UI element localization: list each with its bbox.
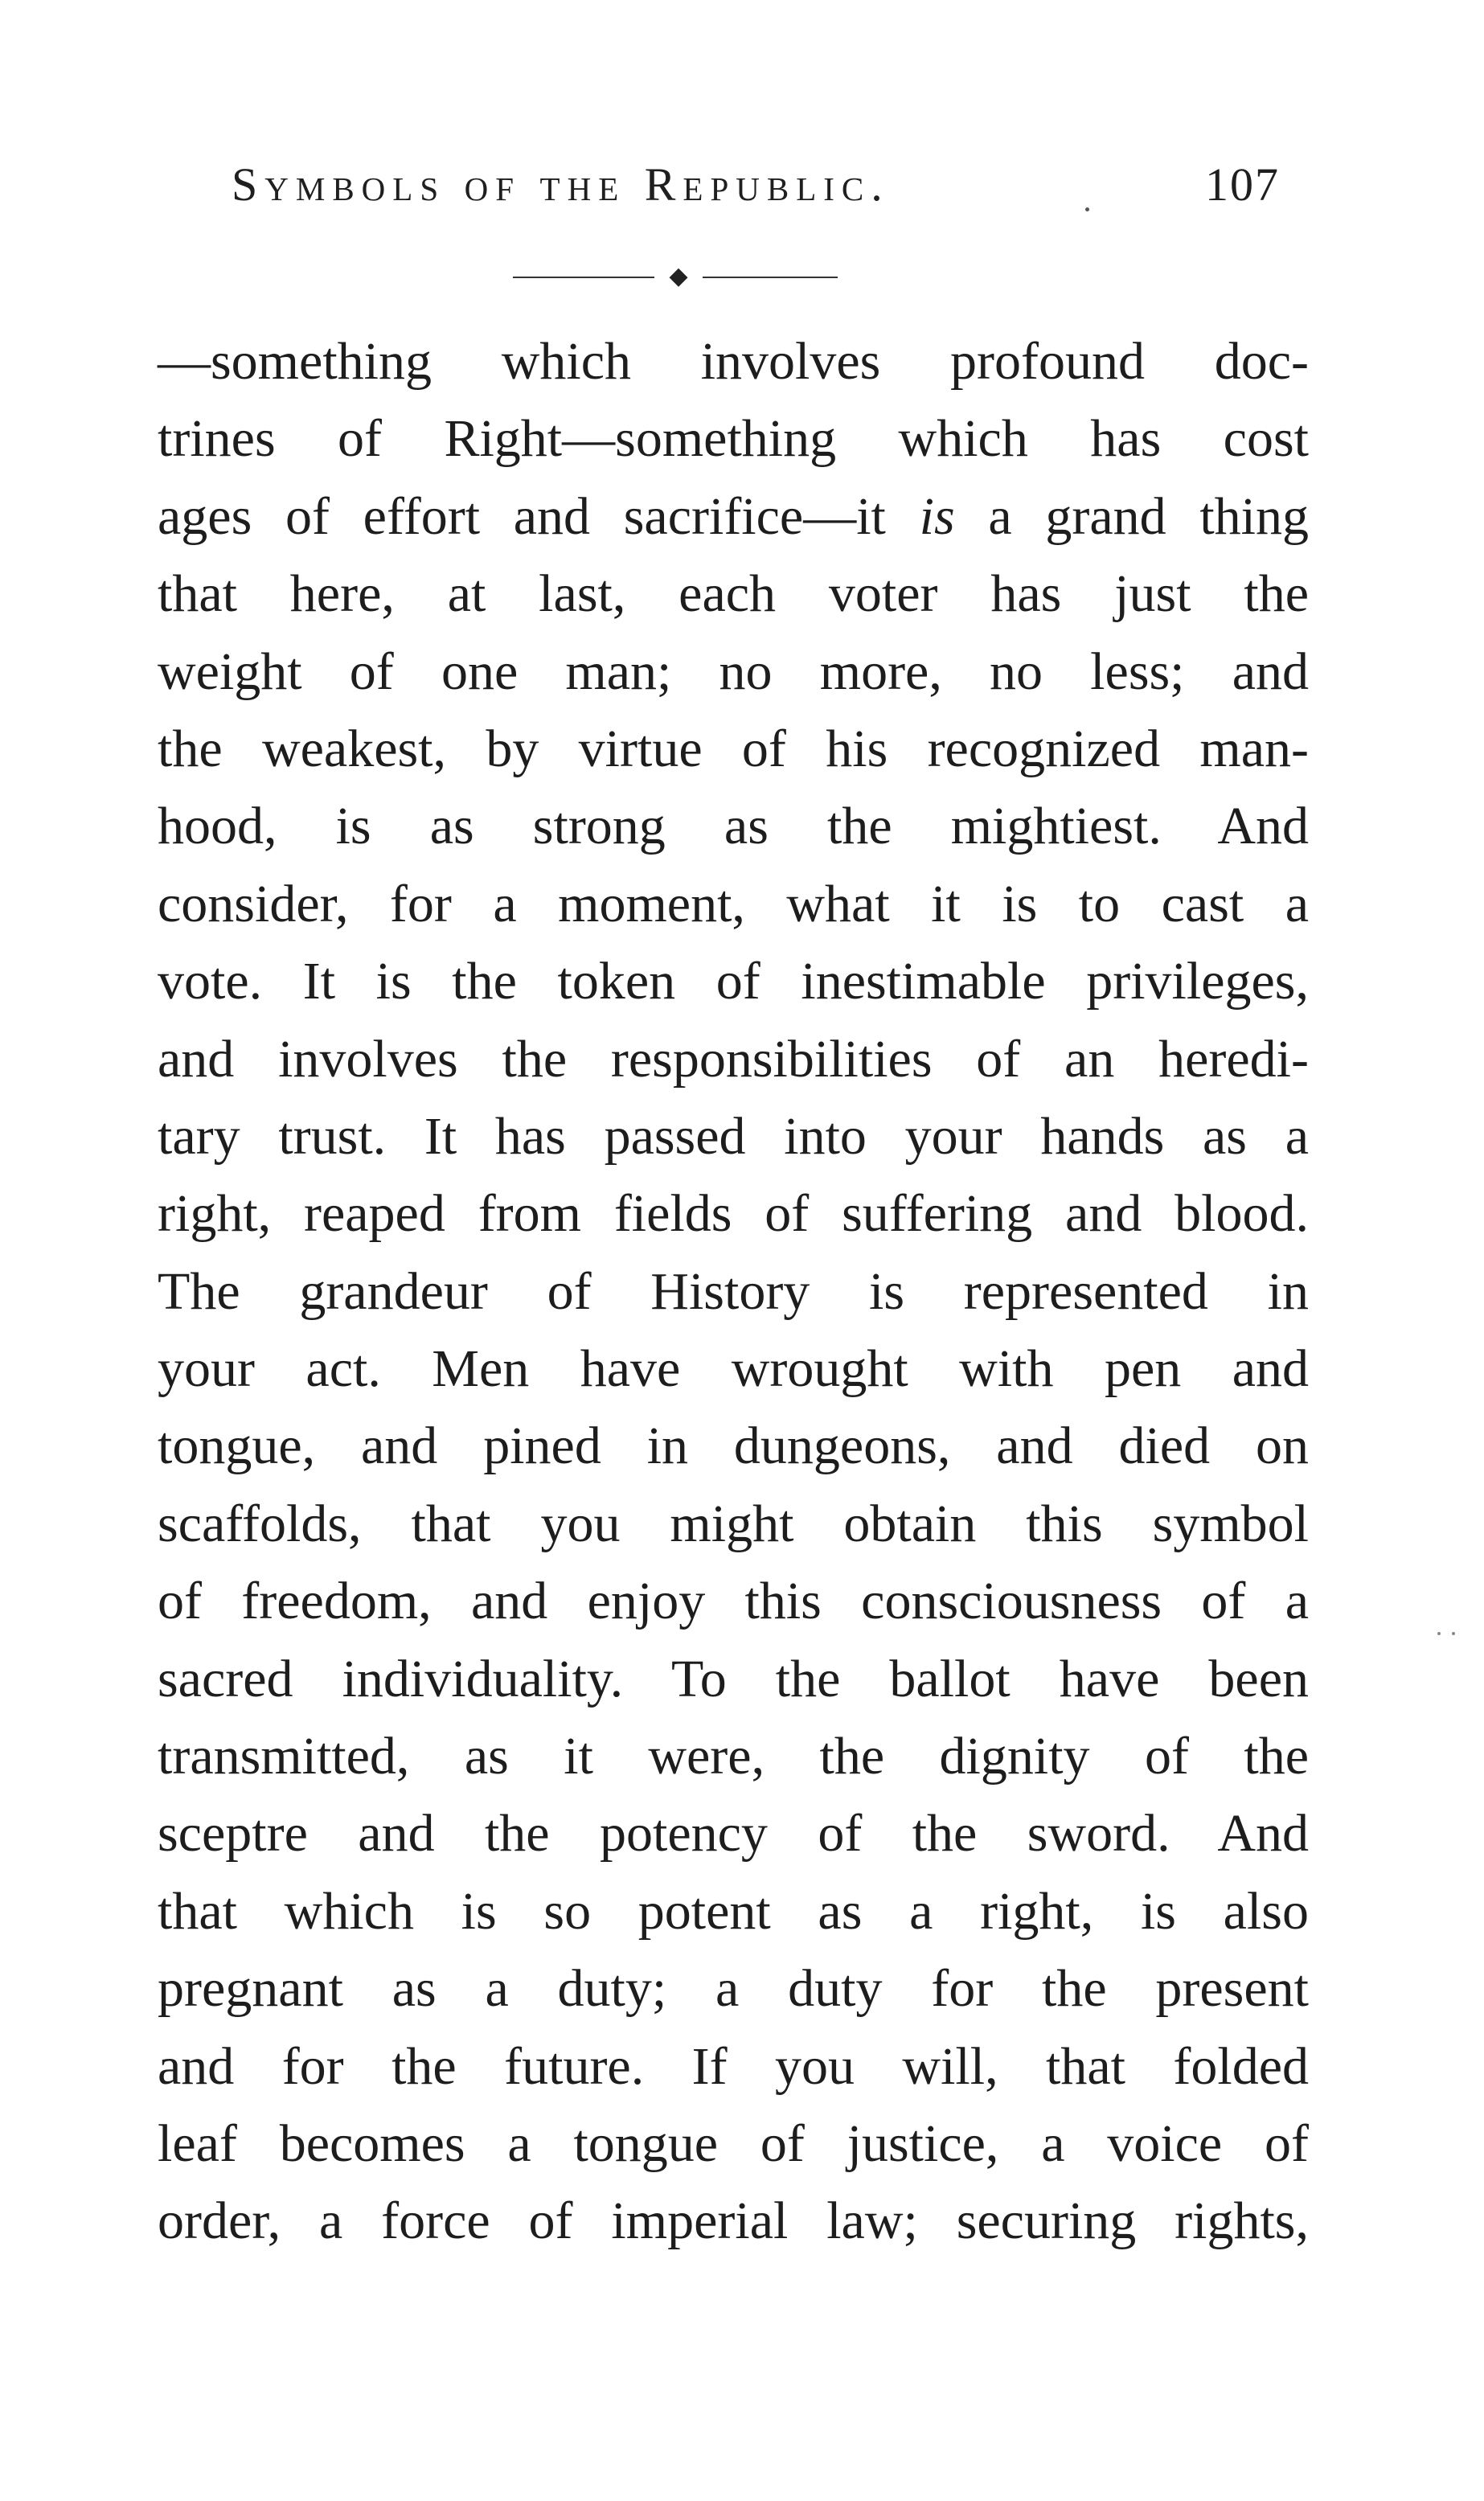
text-line: hood, is as strong as the mightiest. And	[158, 797, 1309, 856]
ink-speck	[1452, 1632, 1455, 1635]
text-line: sacred individuality. To the ballot have been	[158, 1649, 1309, 1708]
text-line: consider, for a moment, what it is to cast a	[158, 874, 1309, 933]
running-title: Symbols of the Republic.	[232, 158, 890, 211]
text-line: that which is so potent as a right, is also	[158, 1881, 1309, 1941]
text-line: trines of Right—something which has cost	[158, 409, 1309, 469]
text-line: order, a force of imperial law; securing rights,	[158, 2191, 1309, 2251]
ink-speck	[1437, 1632, 1441, 1635]
text-line: leaf becomes a tongue of justice, a voice of	[158, 2114, 1309, 2173]
text-line: vote. It is the token of inestimable privileges,	[158, 952, 1309, 1011]
running-head	[232, 158, 1280, 222]
text-line: tary trust. It has passed into your hands as a	[158, 1106, 1309, 1166]
text-line: the weakest, by virtue of his recognized man-	[158, 719, 1309, 778]
text-line: tongue, and pined in dungeons, and died on	[158, 1417, 1309, 1476]
text-line: pregnant as a duty; a duty for the present	[158, 1959, 1309, 2019]
text-line: and involves the responsibilities of an heredi-	[158, 1029, 1309, 1089]
text-line: ages of effort and sacrifice—it is a grand thing	[158, 486, 1309, 546]
text-line: that here, at last, each voter has just the	[158, 564, 1309, 624]
text-line: —something which involves profound doc-	[158, 332, 1309, 391]
body-text	[158, 323, 1309, 2261]
page-number: 107	[1205, 158, 1280, 211]
text-line: scaffolds, that you might obtain this symbol	[158, 1494, 1309, 1553]
text-line: weight of one man; no more, no less; and	[158, 642, 1309, 701]
rule-ornament-icon: ◆	[654, 262, 703, 291]
text-line: of freedom, and enjoy this consciousness of a	[158, 1572, 1309, 1631]
text-line: transmitted, as it were, the dignity of the	[158, 1727, 1309, 1786]
text-line: your act. Men have wrought with pen and	[158, 1339, 1309, 1399]
emphasis-word: is	[919, 486, 955, 546]
text-line: and for the future. If you will, that folded	[158, 2036, 1309, 2096]
ink-speck	[1085, 207, 1089, 211]
text-line: right, reaped from fields of suffering and blood.	[158, 1184, 1309, 1244]
text-line: sceptre and the potency of the sword. And	[158, 1804, 1309, 1863]
text-line: The grandeur of History is represented in	[158, 1261, 1309, 1321]
